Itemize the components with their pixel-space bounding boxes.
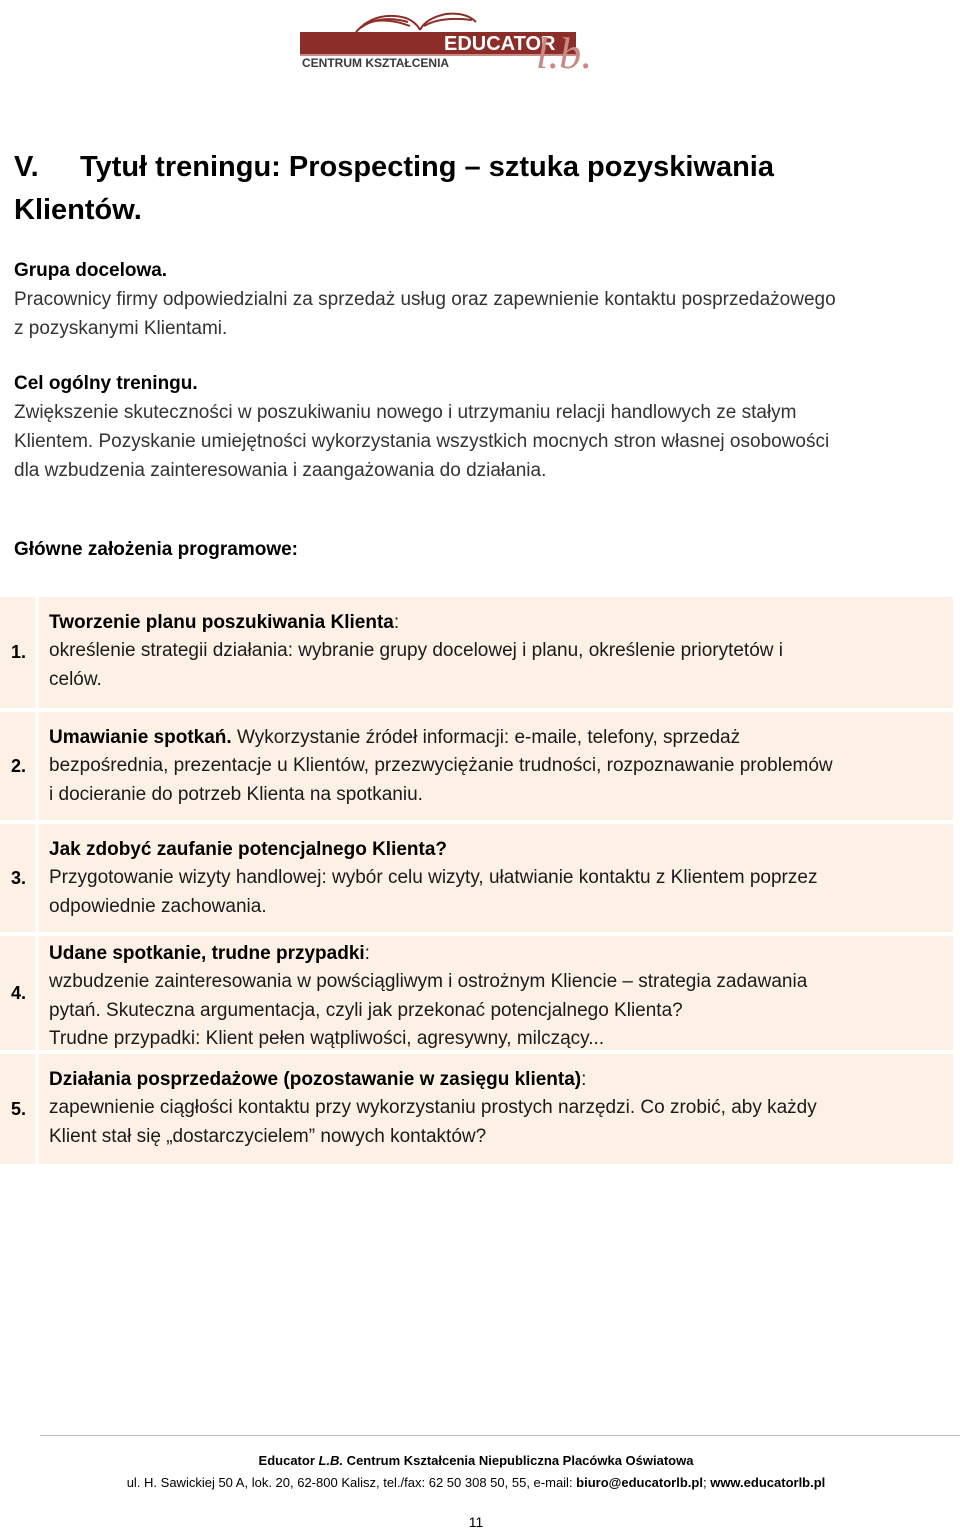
row-title: Działania posprzedażowe (pozostawanie w zasięgu klienta) [49, 1069, 582, 1090]
row-title: Jak zdobyć zaufanie potencjalnego Klienta? [49, 839, 448, 860]
program-table [0, 597, 953, 1168]
row-line: określenie strategii działania: wybranie grupy docelowej i planu, określenie priorytetów i [49, 640, 783, 662]
target-group-label: Grupa docelowa. [14, 260, 168, 281]
logo-graphic [296, 4, 608, 72]
row-number: 5. [0, 1054, 35, 1164]
row-line: celów. [49, 668, 102, 690]
row-title-suffix: : [393, 612, 400, 633]
row-line: Klient stał się „dostarczycielem” nowych kontaktów? [49, 1125, 487, 1147]
row-content [39, 597, 953, 708]
page-number: 11 [468, 1514, 484, 1530]
footer-website-link[interactable]: www.educatorlb.pl [710, 1475, 826, 1490]
goal-label: Cel ogólny treningu. [14, 373, 198, 394]
footer-separator: ; [702, 1475, 711, 1490]
footer-org-rest: Centrum Kształcenia Niepubliczna Placówka Oświatowa [343, 1453, 694, 1468]
section-heading [14, 146, 934, 232]
footer-org-prefix: Educator [258, 1453, 319, 1468]
logo-brand: EDUCATOR [444, 33, 556, 55]
target-group-line: z pozyskanymi Klientami. [14, 318, 228, 339]
row-line: zapewnienie ciągłości kontaktu przy wykorzystaniu prostych narzędzi. Co zrobić, aby każdy [49, 1097, 817, 1119]
book-icon [356, 14, 476, 32]
row-content [39, 936, 953, 1050]
row-content [39, 712, 953, 820]
row-title: Tworzenie planu poszukiwania Klienta [49, 612, 394, 633]
row-number: 4. [0, 936, 35, 1050]
footer-org-italic: L.B. [318, 1453, 344, 1468]
goal-section [14, 369, 939, 485]
program-row [0, 1054, 953, 1164]
row-line: odpowiednie zachowania. [49, 895, 267, 917]
row-line: i docieranie do potrzeb Klienta na spotkaniu. [49, 783, 423, 805]
program-title: Główne założenia programowe: [14, 539, 298, 560]
goal-line: Klientem. Pozyskanie umiejętności wykorzystania wszystkich mocnych stron własnej osobowości [14, 431, 830, 452]
section-number: V. [14, 151, 39, 183]
row-title-suffix: : [364, 943, 370, 964]
row-title-suffix: Wykorzystanie źródeł informacji: e-maile, telefony, sprzedaż [231, 727, 741, 748]
program-row [0, 597, 953, 708]
heading-line-2: Klientów. [14, 194, 142, 226]
row-line: Trudne przypadki: Klient pełen wątpliwości, agresywny, milczący... [49, 1027, 605, 1049]
row-number: 2. [0, 712, 35, 820]
row-title: Udane spotkanie, trudne przypadki [49, 943, 365, 964]
footer-email-link[interactable]: biuro@educatorlb.pl [576, 1475, 703, 1490]
footer-contact [0, 1475, 952, 1490]
row-title-suffix: : [581, 1069, 587, 1090]
heading-line-1: Tytuł treningu: Prospecting – sztuka pozyskiwania [80, 151, 774, 183]
goal-line: Zwiększenie skuteczności w poszukiwaniu nowego i utrzymaniu relacji handlowych ze stałym [14, 402, 797, 423]
target-group-section [14, 256, 939, 343]
footer-org [0, 1453, 952, 1468]
footer-divider [40, 1435, 960, 1436]
program-row [0, 824, 953, 932]
row-number: 1. [0, 597, 35, 708]
logo [296, 4, 608, 72]
program-row [0, 936, 953, 1050]
row-line: Przygotowanie wizyty handlowej: wybór celu wizyty, ułatwianie kontaktu z Klientem poprzez [49, 867, 818, 889]
logo-tagline: CENTRUM KSZTAŁCENIA [302, 56, 450, 70]
row-content [39, 1054, 953, 1164]
row-content [39, 824, 953, 932]
footer-address: ul. H. Sawickiej 50 A, lok. 20, 62-800 Kalisz, tel./fax: 62 50 308 50, 55, e-mail: [126, 1475, 577, 1490]
row-line: pytań. Skuteczna argumentacja, czyli jak przekonać potencjalnego Klienta? [49, 999, 683, 1021]
row-number: 3. [0, 824, 35, 932]
logo-suffix: l.b. [536, 29, 593, 72]
row-line: bezpośrednia, prezentacje u Klientów, przezwyciężanie trudności, rozpoznawanie problemów [49, 755, 833, 777]
row-title: Umawianie spotkań. [49, 727, 232, 748]
goal-line: dla wzbudzenia zainteresowania i zaangażowania do działania. [14, 460, 547, 481]
program-row [0, 712, 953, 820]
row-line: wzbudzenie zainteresowania w powściągliwym i ostrożnym Kliencie – strategia zadawania [49, 971, 808, 993]
target-group-line: Pracownicy firmy odpowiedzialni za sprzedaż usług oraz zapewnienie kontaktu posprzedażowego [14, 289, 836, 310]
